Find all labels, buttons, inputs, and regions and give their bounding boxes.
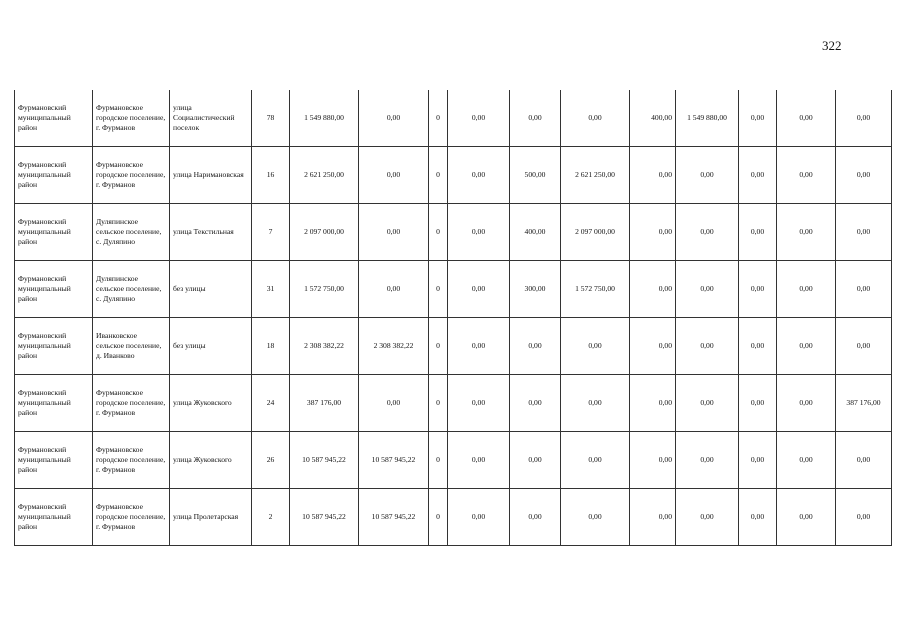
value-cell: 0,00 — [630, 375, 676, 432]
value-cell: 0 — [429, 147, 448, 204]
table-row — [15, 90, 892, 147]
value-cell: 0,00 — [448, 204, 510, 261]
value-cell: 0,00 — [739, 90, 777, 147]
value-cell: 0,00 — [836, 147, 892, 204]
value-cell: 0,00 — [448, 375, 510, 432]
value-cell: 387 176,00 — [836, 375, 892, 432]
value-cell: 300,00 — [510, 261, 561, 318]
street-cell: улица Жуковского — [170, 432, 252, 489]
value-cell: 10 587 945,22 — [359, 432, 429, 489]
value-cell: 0,00 — [739, 318, 777, 375]
value-cell: 0,00 — [561, 375, 630, 432]
value-cell: 0,00 — [448, 147, 510, 204]
value-cell: 387 176,00 — [290, 375, 359, 432]
value-cell: 0,00 — [777, 318, 836, 375]
value-cell: 0 — [429, 489, 448, 546]
value-cell: 0,00 — [561, 432, 630, 489]
district-cell: Фурмановский муниципальный район — [15, 375, 93, 432]
value-cell: 0,00 — [836, 489, 892, 546]
district-cell: Фурмановский муниципальный район — [15, 432, 93, 489]
value-cell: 0,00 — [676, 204, 739, 261]
value-cell: 0,00 — [777, 90, 836, 147]
street-cell: улица Текстильная — [170, 204, 252, 261]
value-cell: 0,00 — [448, 90, 510, 147]
value-cell: 0 — [429, 375, 448, 432]
value-cell: 0,00 — [630, 204, 676, 261]
value-cell: 0,00 — [676, 147, 739, 204]
value-cell: 0,00 — [510, 432, 561, 489]
value-cell: 0 — [429, 432, 448, 489]
value-cell: 2 621 250,00 — [561, 147, 630, 204]
value-cell: 0,00 — [777, 489, 836, 546]
value-cell: 10 587 945,22 — [359, 489, 429, 546]
value-cell: 0,00 — [561, 318, 630, 375]
value-cell: 0,00 — [448, 489, 510, 546]
value-cell: 500,00 — [510, 147, 561, 204]
settlement-cell: Фурмановское городское поселение, г. Фурманов — [93, 432, 170, 489]
value-cell: 2 308 382,22 — [359, 318, 429, 375]
value-cell: 0,00 — [359, 375, 429, 432]
value-cell: 16 — [252, 147, 290, 204]
value-cell: 0,00 — [777, 204, 836, 261]
value-cell: 0 — [429, 90, 448, 147]
district-cell: Фурмановский муниципальный район — [15, 489, 93, 546]
value-cell: 0,00 — [836, 90, 892, 147]
settlement-cell: Фурмановское городское поселение, г. Фурманов — [93, 375, 170, 432]
value-cell: 0,00 — [448, 261, 510, 318]
street-cell: без улицы — [170, 261, 252, 318]
value-cell: 0,00 — [777, 432, 836, 489]
value-cell: 0 — [429, 318, 448, 375]
value-cell: 2 097 000,00 — [561, 204, 630, 261]
table-row — [15, 375, 892, 432]
value-cell: 18 — [252, 318, 290, 375]
value-cell: 31 — [252, 261, 290, 318]
district-cell: Фурмановский муниципальный район — [15, 90, 93, 147]
settlement-cell: Иванковское сельское поселение, д. Иванково — [93, 318, 170, 375]
value-cell: 0,00 — [739, 432, 777, 489]
value-cell: 0,00 — [836, 204, 892, 261]
table-row — [15, 489, 892, 546]
district-cell: Фурмановский муниципальный район — [15, 318, 93, 375]
value-cell: 1 572 750,00 — [561, 261, 630, 318]
settlement-cell: Дуляпинское сельское поселение, с. Дуляпино — [93, 204, 170, 261]
value-cell: 1 549 880,00 — [676, 90, 739, 147]
settlement-cell: Фурмановское городское поселение, г. Фурманов — [93, 147, 170, 204]
value-cell: 0,00 — [561, 90, 630, 147]
value-cell: 0,00 — [630, 318, 676, 375]
settlement-cell: Дуляпинское сельское поселение, с. Дуляпино — [93, 261, 170, 318]
table-row — [15, 261, 892, 318]
value-cell: 0,00 — [739, 204, 777, 261]
value-cell: 0,00 — [777, 261, 836, 318]
value-cell: 1 572 750,00 — [290, 261, 359, 318]
table-row — [15, 432, 892, 489]
district-cell: Фурмановский муниципальный район — [15, 204, 93, 261]
value-cell: 2 — [252, 489, 290, 546]
value-cell: 0 — [429, 204, 448, 261]
value-cell: 0,00 — [739, 261, 777, 318]
data-table — [14, 90, 892, 546]
settlement-cell: Фурмановское городское поселение, г. Фурманов — [93, 90, 170, 147]
value-cell: 0,00 — [739, 489, 777, 546]
table-row — [15, 147, 892, 204]
value-cell: 0,00 — [510, 375, 561, 432]
value-cell: 2 621 250,00 — [290, 147, 359, 204]
value-cell: 26 — [252, 432, 290, 489]
value-cell: 0,00 — [630, 489, 676, 546]
value-cell: 0 — [429, 261, 448, 318]
page-number: 322 — [822, 38, 842, 53]
value-cell: 0,00 — [676, 261, 739, 318]
value-cell: 0,00 — [676, 432, 739, 489]
value-cell: 0,00 — [676, 318, 739, 375]
value-cell: 2 097 000,00 — [290, 204, 359, 261]
value-cell: 78 — [252, 90, 290, 147]
value-cell: 0,00 — [510, 318, 561, 375]
value-cell: 0,00 — [630, 432, 676, 489]
value-cell: 1 549 880,00 — [290, 90, 359, 147]
settlement-cell: Фурмановское городское поселение, г. Фурманов — [93, 489, 170, 546]
street-cell: улица Жуковского — [170, 375, 252, 432]
street-cell: улица Пролетарская — [170, 489, 252, 546]
district-cell: Фурмановский муниципальный район — [15, 147, 93, 204]
value-cell: 10 587 945,22 — [290, 432, 359, 489]
value-cell: 400,00 — [630, 90, 676, 147]
value-cell: 0,00 — [739, 147, 777, 204]
value-cell: 0,00 — [448, 318, 510, 375]
value-cell: 0,00 — [359, 147, 429, 204]
street-cell: улица Наримановская — [170, 147, 252, 204]
value-cell: 24 — [252, 375, 290, 432]
street-cell: улица Социалистический поселок — [170, 90, 252, 147]
value-cell: 0,00 — [676, 489, 739, 546]
district-cell: Фурмановский муниципальный район — [15, 261, 93, 318]
table-row — [15, 318, 892, 375]
value-cell: 10 587 945,22 — [290, 489, 359, 546]
value-cell: 0,00 — [630, 147, 676, 204]
value-cell: 0,00 — [836, 432, 892, 489]
value-cell: 0,00 — [561, 489, 630, 546]
value-cell: 400,00 — [510, 204, 561, 261]
value-cell: 0,00 — [448, 432, 510, 489]
value-cell: 0,00 — [777, 147, 836, 204]
value-cell: 0,00 — [836, 318, 892, 375]
value-cell: 0,00 — [510, 489, 561, 546]
value-cell: 0,00 — [630, 261, 676, 318]
value-cell: 0,00 — [676, 375, 739, 432]
value-cell: 0,00 — [739, 375, 777, 432]
value-cell: 0,00 — [510, 90, 561, 147]
value-cell: 2 308 382,22 — [290, 318, 359, 375]
value-cell: 0,00 — [359, 90, 429, 147]
value-cell: 0,00 — [359, 261, 429, 318]
table-row — [15, 204, 892, 261]
value-cell: 0,00 — [777, 375, 836, 432]
value-cell: 0,00 — [359, 204, 429, 261]
value-cell: 0,00 — [836, 261, 892, 318]
value-cell: 7 — [252, 204, 290, 261]
street-cell: без улицы — [170, 318, 252, 375]
